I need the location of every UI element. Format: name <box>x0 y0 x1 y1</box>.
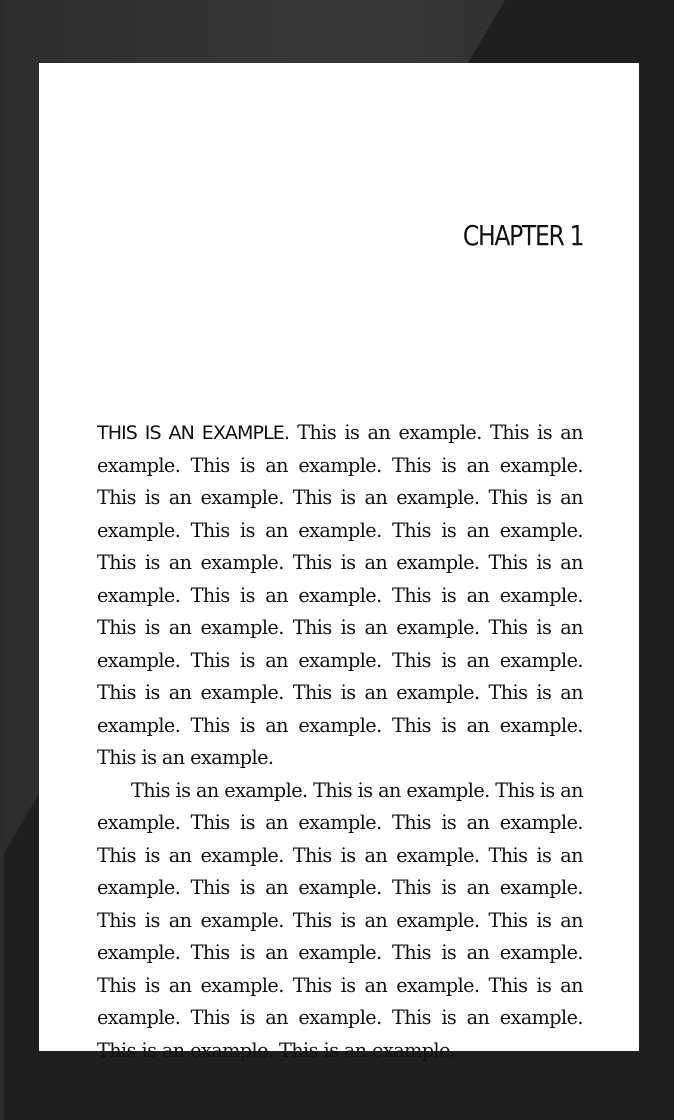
paragraph-1 <box>97 417 583 775</box>
lead-in-caps: THIS IS AN EXAMPLE. <box>97 422 290 444</box>
chapter-title: CHAPTER 1 <box>462 219 583 252</box>
reader-screen[interactable] <box>39 63 639 1062</box>
chapter-body <box>97 417 583 1062</box>
paragraph-1-text: This is an example. This is an example. This is an example. This is an example. This is an example. This is an example. This is an example. This is an example. This is an example. This is an example. This is an example. This is an example. This is an example. This is an example. This is an example. This is an example. This is an example. This is an example. This is an example. This is an example. This is an example. This is an example. This is an example. This is an example. This is an example. <box>97 421 583 769</box>
bezel-edge <box>0 0 4 1120</box>
paragraph-2: This is an example. This is an example. This is an example. This is an example. This is an example. This is an example. This is an example. This is an example. This is an example. This is an example. This is an example. This is an example. This is an example. This is an example. This is an example. This is an example. This is an example. This is an example. This is an example. This is an example. This is an example. This is an example. <box>97 778 583 1062</box>
